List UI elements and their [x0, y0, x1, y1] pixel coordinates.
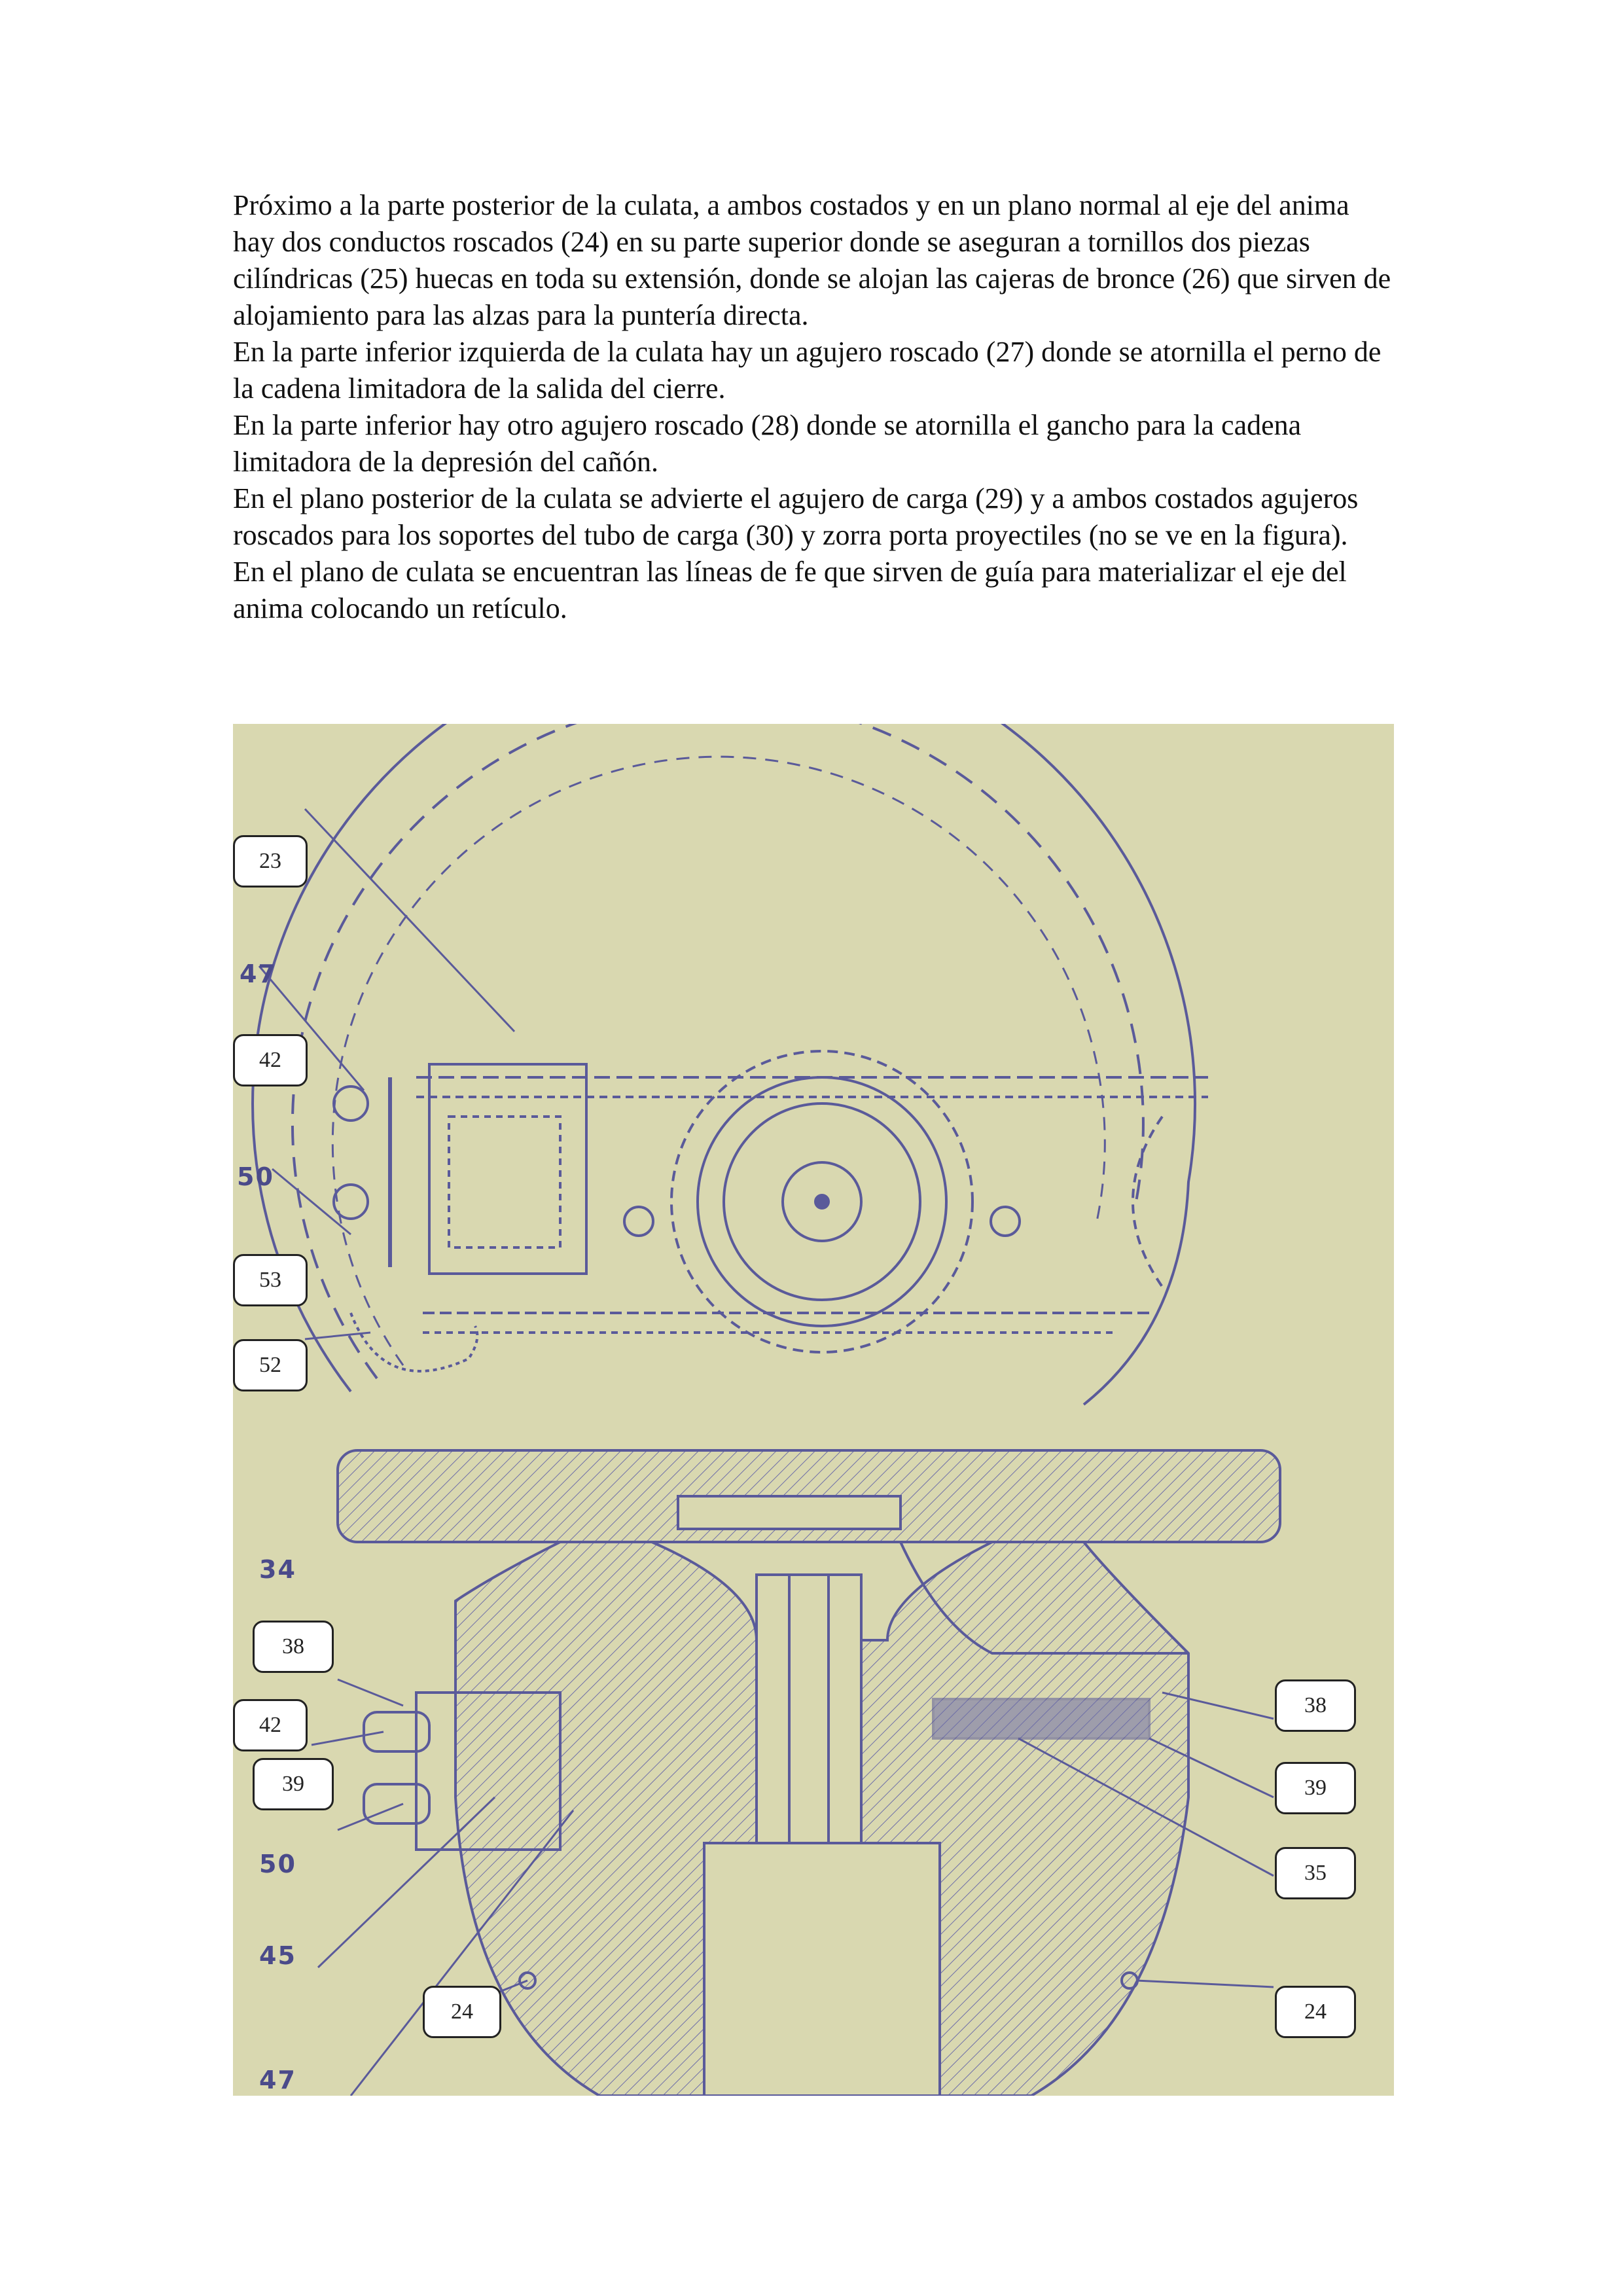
callout-39-right: 39: [1275, 1762, 1356, 1814]
callout-53: 53: [233, 1254, 308, 1306]
technical-drawing: [233, 724, 1394, 2096]
callout-24-right: 24: [1275, 1986, 1356, 2038]
right-screw: [933, 1699, 1149, 1738]
paragraph-4: En el plano posterior de la culata se advierte el agujero de carga (29) y a ambos costados agujeros roscados para los soportes del tubo de carga (30) y zorra porta proyectiles (no se ve en la figura).: [233, 482, 1359, 551]
handwritten-50-top: 50: [237, 1162, 274, 1191]
inner-dashed-arc: [293, 724, 1143, 1378]
callout-23: 23: [233, 835, 308, 888]
paragraph-5: En el plano de culata se encuentran las líneas de fe que sirven de guía para materializar el eje del anima colocando un retículo.: [233, 556, 1347, 624]
handwritten-45: 45: [259, 1941, 296, 1970]
callout-42-top: 42: [233, 1034, 308, 1086]
paragraph-2: En la parte inferior izquierda de la culata hay un agujero roscado (27) donde se atornilla el perno de la cadena limitadora de la salida del cierre.: [233, 336, 1382, 404]
center-dot: [815, 1195, 829, 1208]
leader-39-left: [338, 1804, 403, 1830]
handwritten-50-bottom: 50: [259, 1850, 296, 1878]
leader-53: [272, 1169, 351, 1234]
paragraph-1: Próximo a la parte posterior de la culata, a ambos costados y en un plano normal al eje del anima hay dos conductos roscados (24) en su parte superior donde se aseguran a tornillos dos piezas cilíndricas (25) huecas en toda su extensión, donde se alojan las cajeras de bronce (26) que sirven de alojamiento para las alzas para la puntería directa.: [233, 189, 1391, 331]
chain: [351, 1313, 477, 1371]
leader-38-left: [338, 1679, 403, 1706]
bolt-top: [334, 1086, 368, 1121]
small-fitting-right: [991, 1207, 1020, 1236]
small-fitting-left: [624, 1207, 653, 1236]
callout-38-right: 38: [1275, 1679, 1356, 1732]
handwritten-47-bottom: 47: [259, 2066, 296, 2094]
handwritten-47-top: 47: [240, 960, 277, 988]
handwritten-34: 34: [259, 1555, 296, 1584]
leader-23: [305, 809, 514, 1031]
lower-chamber: [704, 1843, 940, 2096]
left-block-inner: [449, 1117, 560, 1247]
callout-38-left: 38: [253, 1621, 334, 1673]
callout-24-left: 24: [423, 1986, 501, 2038]
callout-52: 52: [233, 1339, 308, 1391]
callout-39-left: 39: [253, 1758, 334, 1810]
callout-35-right: 35: [1275, 1847, 1356, 1899]
slot: [678, 1496, 901, 1529]
bolt-mid: [334, 1185, 368, 1219]
breech-drawing-svg: [233, 724, 1394, 2096]
left-bolt-2: [364, 1784, 429, 1823]
outer-arc: [253, 724, 1195, 1405]
left-bolt-1: [364, 1712, 429, 1751]
paragraph-3: En la parte inferior hay otro agujero roscado (28) donde se atornilla el gancho para la cadena limitadora de la depresión del cañón.: [233, 409, 1302, 478]
leader-24-right: [1136, 1981, 1274, 1987]
body-text: [233, 187, 1398, 627]
right-arc: [1133, 1117, 1162, 1287]
leader-42-left: [312, 1732, 383, 1745]
callout-42-left: 42: [233, 1699, 308, 1751]
